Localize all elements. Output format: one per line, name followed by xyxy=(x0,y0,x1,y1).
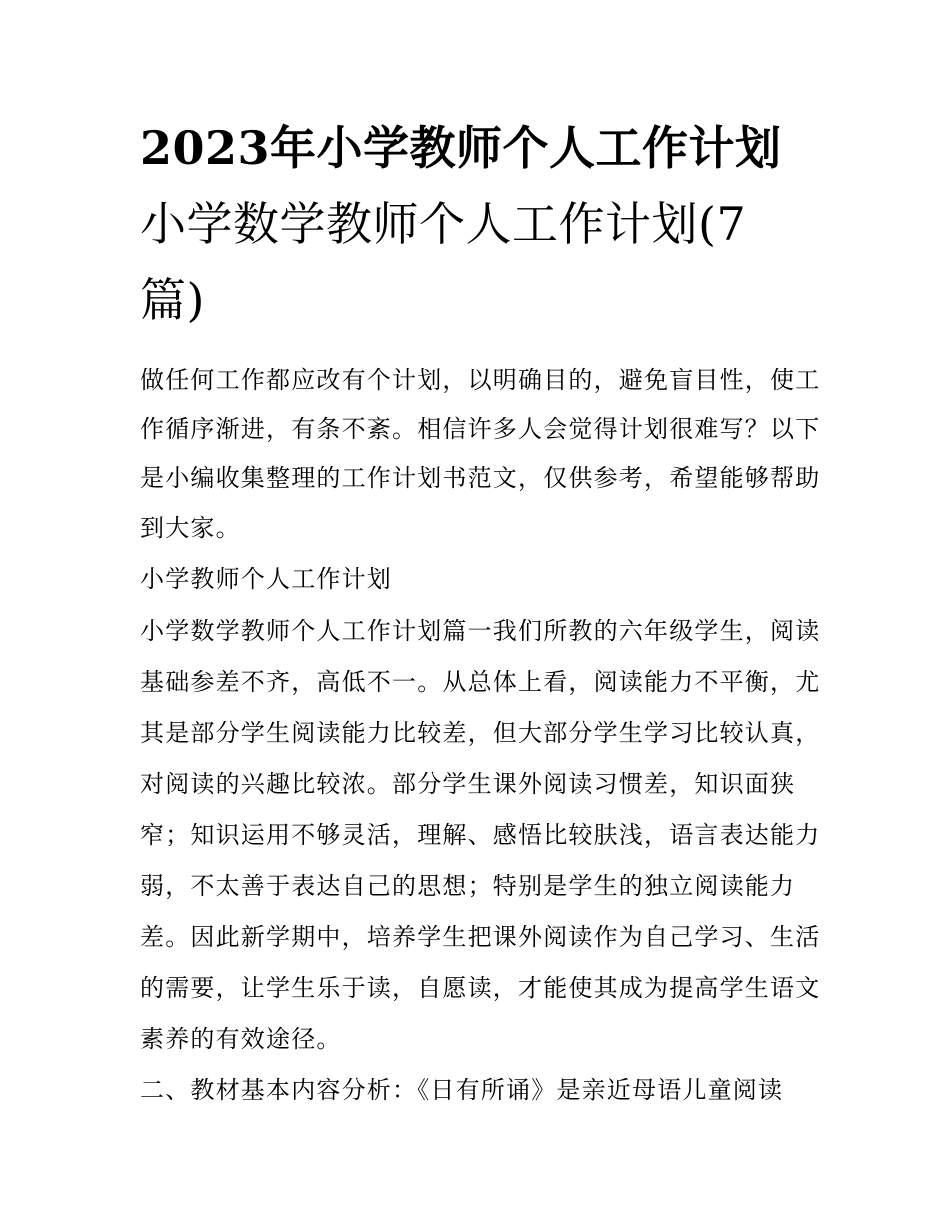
paragraph-line: 是小编收集整理的工作计划书范文，仅供参考，希望能够帮助 xyxy=(140,464,821,492)
paragraph-line: 窄；知识运用不够灵活，理解、感悟比较肤浅，语言表达能力 xyxy=(140,821,821,849)
paragraph-line: 二、教材基本内容分析：《日有所诵》是亲近母语儿童阅读 xyxy=(140,1076,784,1104)
paragraph-line: 小学数学教师个人工作计划篇一我们所教的六年级学生，阅读 xyxy=(140,617,821,645)
paragraph-line: 对阅读的兴趣比较浓。部分学生课外阅读习惯差，知识面狭 xyxy=(140,770,796,798)
paragraph-line: 作循序渐进，有条不紊。相信许多人会觉得计划很难写？以下 xyxy=(140,415,821,443)
paragraph-line: 的需要，让学生乐于读，自愿读，才能使其成为提高学生语文 xyxy=(140,974,821,1002)
section-heading: 小学教师个人工作计划 xyxy=(140,565,392,593)
document-title-line-2: 小学数学教师个人工作计划(7 xyxy=(140,197,747,251)
paragraph-line: 素养的有效途径。 xyxy=(140,1025,342,1053)
document-title-line-3: 篇) xyxy=(140,273,205,327)
paragraph-line: 做任何工作都应改有个计划，以明确目的，避免盲目性，使工 xyxy=(140,366,821,394)
paragraph-line: 基础参差不齐，高低不一。从总体上看，阅读能力不平衡，尤 xyxy=(140,668,821,696)
document-title-line-1: 2023年小学教师个人工作计划 xyxy=(140,121,782,175)
paragraph-line: 到大家。 xyxy=(140,514,241,542)
paragraph-line: 其是部分学生阅读能力比较差，但大部分学生学习比较认真， xyxy=(140,719,821,747)
paragraph-line: 差。因此新学期中，培养学生把课外阅读作为自己学习、生活 xyxy=(140,923,821,951)
paragraph-line: 弱，不太善于表达自己的思想；特别是学生的独立阅读能力 xyxy=(140,872,796,900)
